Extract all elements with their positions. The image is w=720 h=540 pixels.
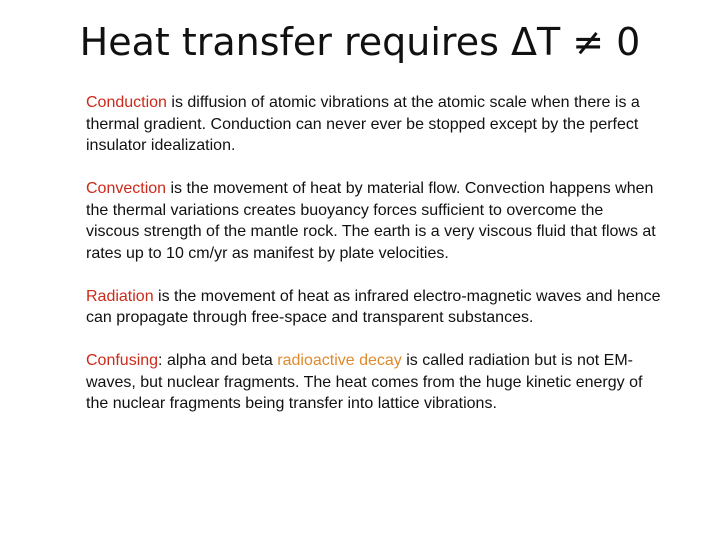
confusing-text-after: is called radiation but is not EM-waves, but nuclear fragments. The heat comes from the huge kinetic energy of the nuclear fragments being transfer into lattice vibrations.: [86, 352, 643, 412]
confusing-term: Confusing: [86, 352, 159, 369]
conduction-paragraph: [86, 92, 661, 157]
convection-text: is the movement of heat by material flow. Convection happens when the thermal variations creates buoyancy forces sufficient to overcome the viscous strength of the mantle rock. The earth is a very viscous fluid that flows at rates up to 10 cm/yr as manifest by plate velocities.: [86, 180, 656, 262]
convection-term: Convection: [86, 180, 167, 197]
confusing-text-before: : alpha and beta: [158, 352, 278, 369]
slide-body: [86, 92, 661, 436]
slide-title: Heat transfer requires ΔT ≠ 0: [79, 20, 641, 64]
radioactive-decay-highlight: radioactive decay: [277, 352, 402, 369]
radiation-paragraph: [86, 286, 661, 329]
confusing-paragraph: [86, 350, 661, 415]
radiation-term: Radiation: [86, 287, 154, 305]
conduction-term: Conduction: [86, 94, 167, 111]
convection-paragraph: [86, 178, 661, 264]
radiation-text: is the movement of heat as infrared electro-magnetic waves and hence can propagate through free-space and transparent substances.: [86, 287, 661, 326]
conduction-text: is diffusion of atomic vibrations at the atomic scale when there is a thermal gradient. Conduction can never ever be stopped except by the perfect insulator idealization.: [86, 94, 640, 154]
